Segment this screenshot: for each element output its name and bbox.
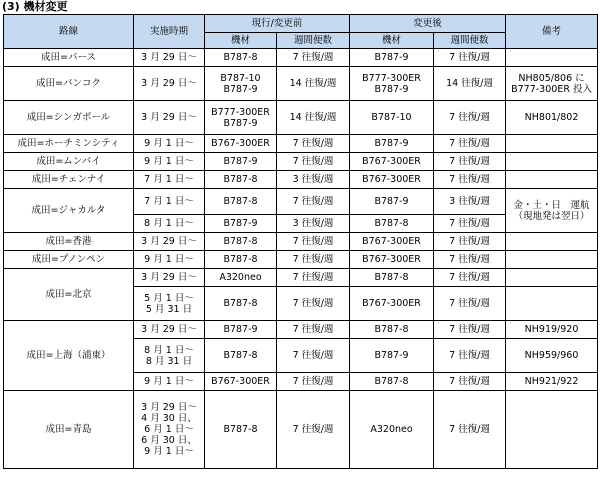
remarks-cell [506,153,598,171]
route-cell: 成田=香港 [4,233,134,251]
table-row [4,391,598,469]
before-aircraft-cell: B787-8 [205,287,277,321]
after-weekly-cell: 7 往復/週 [434,251,506,269]
table-body [4,49,598,469]
table-row [4,49,598,67]
period-cell: 3 月 29 日～ [134,321,205,339]
before-aircraft-cell: A320neo [205,269,277,287]
after-aircraft-cell: B787-8 [350,321,434,339]
after-weekly-cell: 14 往復/週 [434,67,506,101]
period-cell: 9 月 1 日～ [134,251,205,269]
after-weekly-cell: 7 往復/週 [434,391,506,469]
table-row [4,101,598,135]
after-aircraft-cell: B787-10 [350,101,434,135]
after-weekly-cell: 3 往復/週 [434,189,506,215]
period-cell: 3 月 29 日～ [134,49,205,67]
header-period: 実施時期 [134,15,205,49]
period-cell: 8 月 1 日～ 8 月 31 日 [134,339,205,373]
before-weekly-cell: 7 往復/週 [277,135,350,153]
after-aircraft-cell: B787-9 [350,189,434,215]
before-aircraft-cell: B787-9 [205,153,277,171]
remarks-cell: 金・土・日 運航 （現地発は翌日） [506,189,598,233]
before-weekly-cell: 7 往復/週 [277,287,350,321]
after-weekly-cell: 7 往復/週 [434,373,506,391]
period-cell: 7 月 1 日～ [134,171,205,189]
after-weekly-cell: 7 往復/週 [434,153,506,171]
after-weekly-cell: 7 往復/週 [434,339,506,373]
before-aircraft-cell: B777-300ER B787-9 [205,101,277,135]
route-cell: 成田=ホーチミンシティ [4,135,134,153]
remarks-cell [506,233,598,251]
table-row [4,269,598,287]
before-aircraft-cell: B787-9 [205,321,277,339]
after-aircraft-cell: B787-8 [350,373,434,391]
table-row [4,251,598,269]
after-aircraft-cell: B767-300ER [350,287,434,321]
before-aircraft-cell: B787-8 [205,189,277,215]
after-aircraft-cell: A320neo [350,391,434,469]
before-weekly-cell: 7 往復/週 [277,189,350,215]
remarks-cell [506,171,598,189]
before-aircraft-cell: B767-300ER [205,373,277,391]
remarks-cell: NH801/802 [506,101,598,135]
after-weekly-cell: 7 往復/週 [434,215,506,233]
after-aircraft-cell: B787-9 [350,135,434,153]
after-aircraft-cell: B767-300ER [350,153,434,171]
route-cell: 成田=バンコク [4,67,134,101]
header-after-weekly: 週間便数 [434,33,506,49]
period-cell: 8 月 1 日～ [134,215,205,233]
aircraft-change-table [3,14,598,469]
before-aircraft-cell: B787-8 [205,233,277,251]
after-weekly-cell: 7 往復/週 [434,101,506,135]
before-aircraft-cell: B787-9 [205,215,277,233]
route-cell: 成田=シンガポール [4,101,134,135]
table-row [4,67,598,101]
before-aircraft-cell: B787-8 [205,339,277,373]
header-route: 路線 [4,15,134,49]
after-weekly-cell: 7 往復/週 [434,135,506,153]
before-aircraft-cell: B787-8 [205,171,277,189]
table-row [4,171,598,189]
after-aircraft-cell: B767-300ER [350,171,434,189]
header-before: 現行/変更前 [205,15,350,33]
after-aircraft-cell: B787-9 [350,49,434,67]
before-aircraft-cell: B787-8 [205,251,277,269]
before-aircraft-cell: B787-8 [205,391,277,469]
after-weekly-cell: 7 往復/週 [434,171,506,189]
after-weekly-cell: 7 往復/週 [434,233,506,251]
route-cell: 成田=プノンペン [4,251,134,269]
header-after: 変更後 [350,15,506,33]
remarks-cell [506,269,598,287]
header-before-weekly: 週間便数 [277,33,350,49]
after-weekly-cell: 7 往復/週 [434,269,506,287]
header-remarks: 備考 [506,15,598,49]
after-weekly-cell: 7 往復/週 [434,49,506,67]
route-cell: 成田=北京 [4,269,134,321]
before-weekly-cell: 7 往復/週 [277,269,350,287]
before-weekly-cell: 7 往復/週 [277,321,350,339]
after-weekly-cell: 7 往復/週 [434,287,506,321]
before-weekly-cell: 14 往復/週 [277,67,350,101]
route-cell: 成田=チェンナイ [4,171,134,189]
remarks-cell [506,135,598,153]
after-weekly-cell: 7 往復/週 [434,321,506,339]
table-row [4,135,598,153]
header-after-aircraft: 機材 [350,33,434,49]
table-row [4,321,598,339]
period-cell: 9 月 1 日～ [134,135,205,153]
after-aircraft-cell: B787-8 [350,215,434,233]
remarks-cell [506,287,598,321]
remarks-cell [506,251,598,269]
route-cell: 成田=青島 [4,391,134,469]
before-weekly-cell: 7 往復/週 [277,233,350,251]
before-weekly-cell: 7 往復/週 [277,49,350,67]
period-cell: 3 月 29 日～ [134,269,205,287]
before-aircraft-cell: B767-300ER [205,135,277,153]
period-cell: 3 月 29 日～ [134,67,205,101]
period-cell: 9 月 1 日～ [134,153,205,171]
before-weekly-cell: 3 往復/週 [277,215,350,233]
after-aircraft-cell: B787-9 [350,339,434,373]
remarks-cell: NH919/920 [506,321,598,339]
before-weekly-cell: 7 往復/週 [277,339,350,373]
before-weekly-cell: 14 往復/週 [277,101,350,135]
table-row [4,153,598,171]
period-cell: 7 月 1 日～ [134,189,205,215]
remarks-cell: NH959/960 [506,339,598,373]
before-weekly-cell: 7 往復/週 [277,251,350,269]
table-row [4,233,598,251]
before-weekly-cell: 7 往復/週 [277,373,350,391]
route-cell: 成田=ジャカルタ [4,189,134,233]
period-cell: 9 月 1 日～ [134,373,205,391]
after-aircraft-cell: B777-300ER B787-9 [350,67,434,101]
after-aircraft-cell: B787-8 [350,269,434,287]
period-cell: 3 月 29 日～ [134,101,205,135]
period-cell: 3 月 29 日～ [134,233,205,251]
period-cell: 3 月 29 日～ 4 月 30 日、 6 月 1 日～ 6 月 30 日、 9 月 1 日～ [134,391,205,469]
before-weekly-cell: 3 往復/週 [277,171,350,189]
remarks-cell [506,391,598,469]
section-title: (3) 機材変更 [2,0,68,13]
header-row-1 [4,15,598,33]
remarks-cell [506,49,598,67]
table-row [4,189,598,215]
route-cell: 成田=ムンバイ [4,153,134,171]
period-cell: 5 月 1 日～ 5 月 31 日 [134,287,205,321]
remarks-cell: NH805/806 に B777-300ER 投入 [506,67,598,101]
route-cell: 成田=上海（浦東） [4,321,134,391]
before-weekly-cell: 7 往復/週 [277,391,350,469]
after-aircraft-cell: B767-300ER [350,251,434,269]
before-aircraft-cell: B787-8 [205,49,277,67]
remarks-cell: NH921/922 [506,373,598,391]
before-weekly-cell: 7 往復/週 [277,153,350,171]
after-aircraft-cell: B767-300ER [350,233,434,251]
before-aircraft-cell: B787-10 B787-9 [205,67,277,101]
route-cell: 成田=パース [4,49,134,67]
header-before-aircraft: 機材 [205,33,277,49]
